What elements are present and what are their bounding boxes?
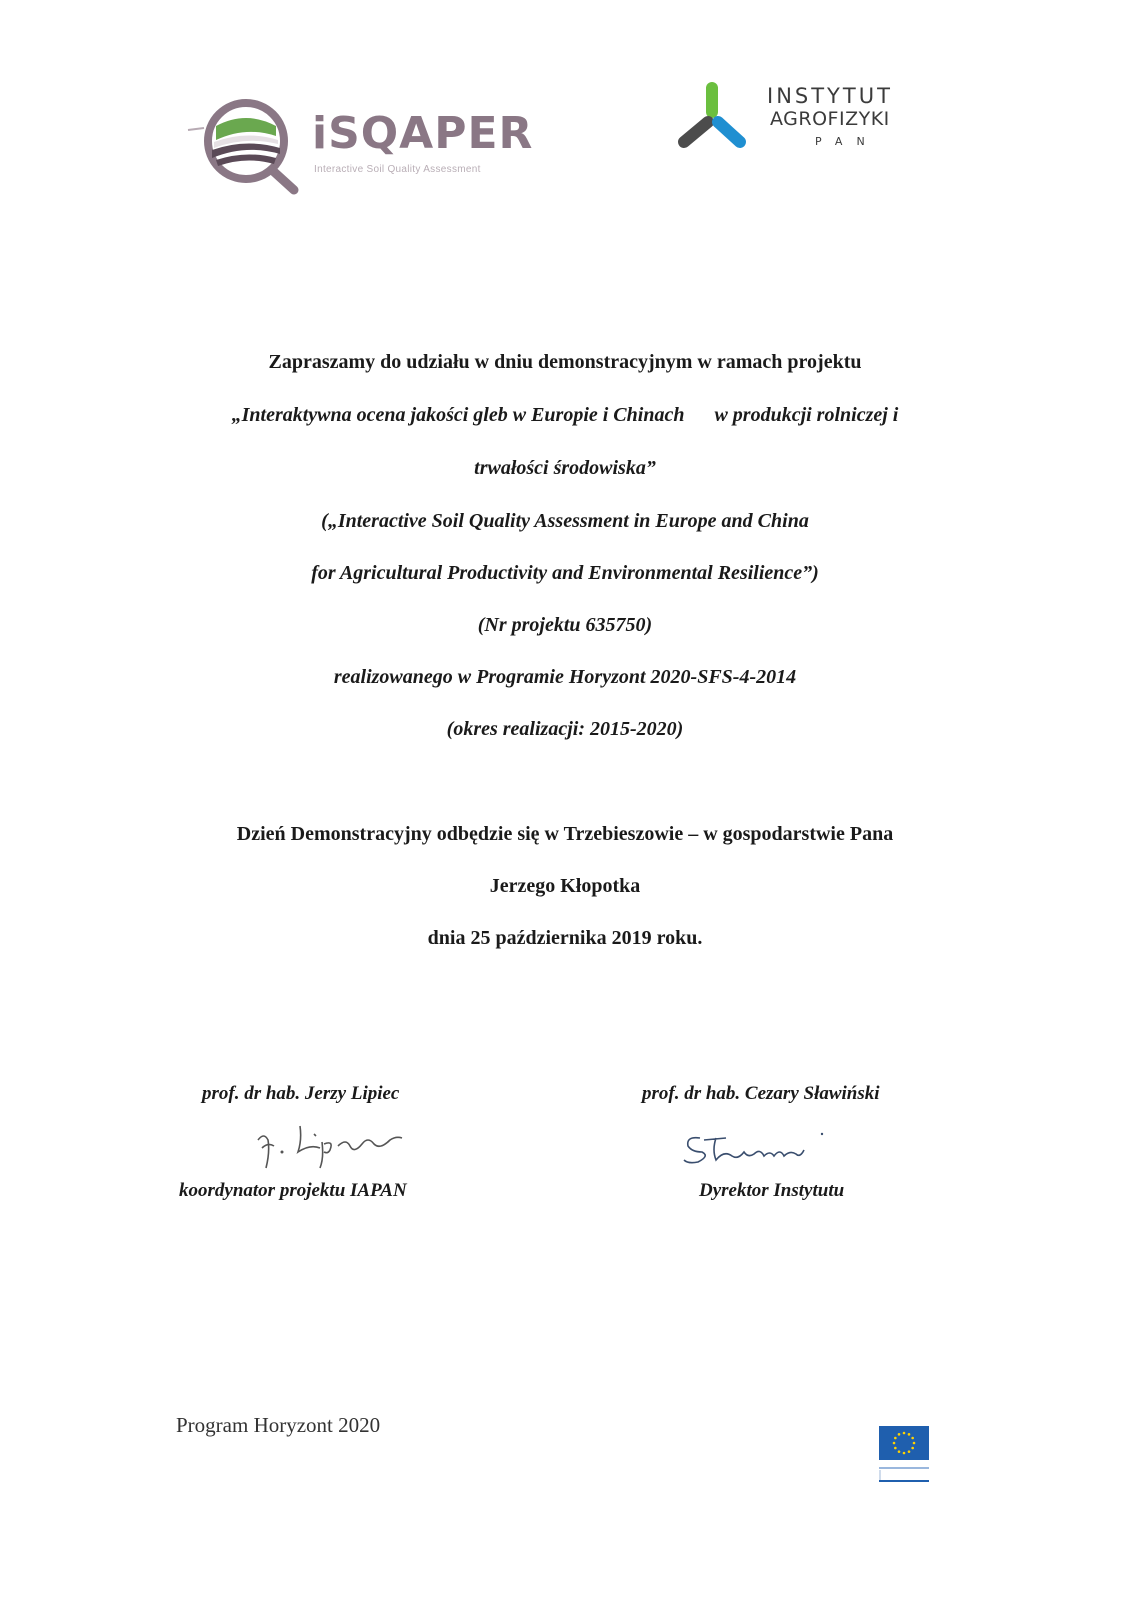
iapan-line-3: PAN: [815, 135, 879, 148]
invitation-line-4: („Interactive Soil Quality Assessment in Europe and China: [321, 510, 809, 532]
signatory-2-role: Dyrektor Instytutu: [699, 1180, 845, 1201]
signature-slawinski: [680, 1128, 830, 1168]
eu-star: [908, 1450, 911, 1453]
invitation-line-6: (Nr projektu 635750): [477, 614, 653, 636]
eu-star: [893, 1442, 896, 1445]
isqaper-logo: [186, 96, 534, 196]
eu-flag-icon: [879, 1426, 929, 1482]
eu-star: [894, 1437, 897, 1440]
isqaper-wordmark: iSQAPER: [312, 108, 534, 159]
eu-star: [903, 1432, 906, 1435]
eu-star: [911, 1437, 914, 1440]
iapan-line-1: INSTYTUT: [767, 84, 893, 108]
signature-lipiec: [250, 1118, 410, 1174]
invitation-line-3: trwałości środowiska”: [474, 457, 656, 479]
iapan-emblem-icon: [674, 80, 754, 152]
isqaper-tagline: Interactive Soil Quality Assessment: [314, 164, 481, 175]
eu-star: [898, 1450, 901, 1453]
signatory-1-name: prof. dr hab. Jerzy Lipiec: [202, 1083, 400, 1104]
invitation-line-5: for Agricultural Productivity and Environmental Resilience”): [311, 562, 819, 584]
event-line-3: dnia 25 października 2019 roku.: [427, 927, 703, 949]
eu-star: [894, 1447, 897, 1450]
iapan-logo: [690, 80, 970, 160]
eu-star: [903, 1452, 906, 1455]
iapan-line-2: AGROFIZYKI: [770, 108, 890, 130]
eu-star: [898, 1433, 901, 1436]
signatory-1-role: koordynator projektu IAPAN: [179, 1180, 407, 1201]
invitation-line-2: „Interaktywna ocena jakości gleb w Europie i Chinach w produkcji rolniczej i: [231, 404, 899, 426]
event-line-2: Jerzego Kłopotka: [489, 875, 641, 897]
eu-star: [911, 1447, 914, 1450]
signatory-2-name: prof. dr hab. Cezary Sławiński: [642, 1083, 880, 1104]
invitation-line-8: (okres realizacji: 2015-2020): [446, 718, 684, 740]
eu-star: [908, 1433, 911, 1436]
footer-program: Program Horyzont 2020: [176, 1413, 381, 1437]
event-line-1: Dzień Demonstracyjny odbędzie się w Trzebieszowie – w gospodarstwie Pana: [236, 823, 894, 845]
invitation-line-7: realizowanego w Programie Horyzont 2020-SFS-4-2014: [333, 666, 797, 688]
magnifier-icon: [186, 96, 306, 196]
invitation-line-1: Zapraszamy do udziału w dniu demonstracyjnym w ramach projektu: [268, 351, 862, 373]
eu-star: [913, 1442, 916, 1445]
